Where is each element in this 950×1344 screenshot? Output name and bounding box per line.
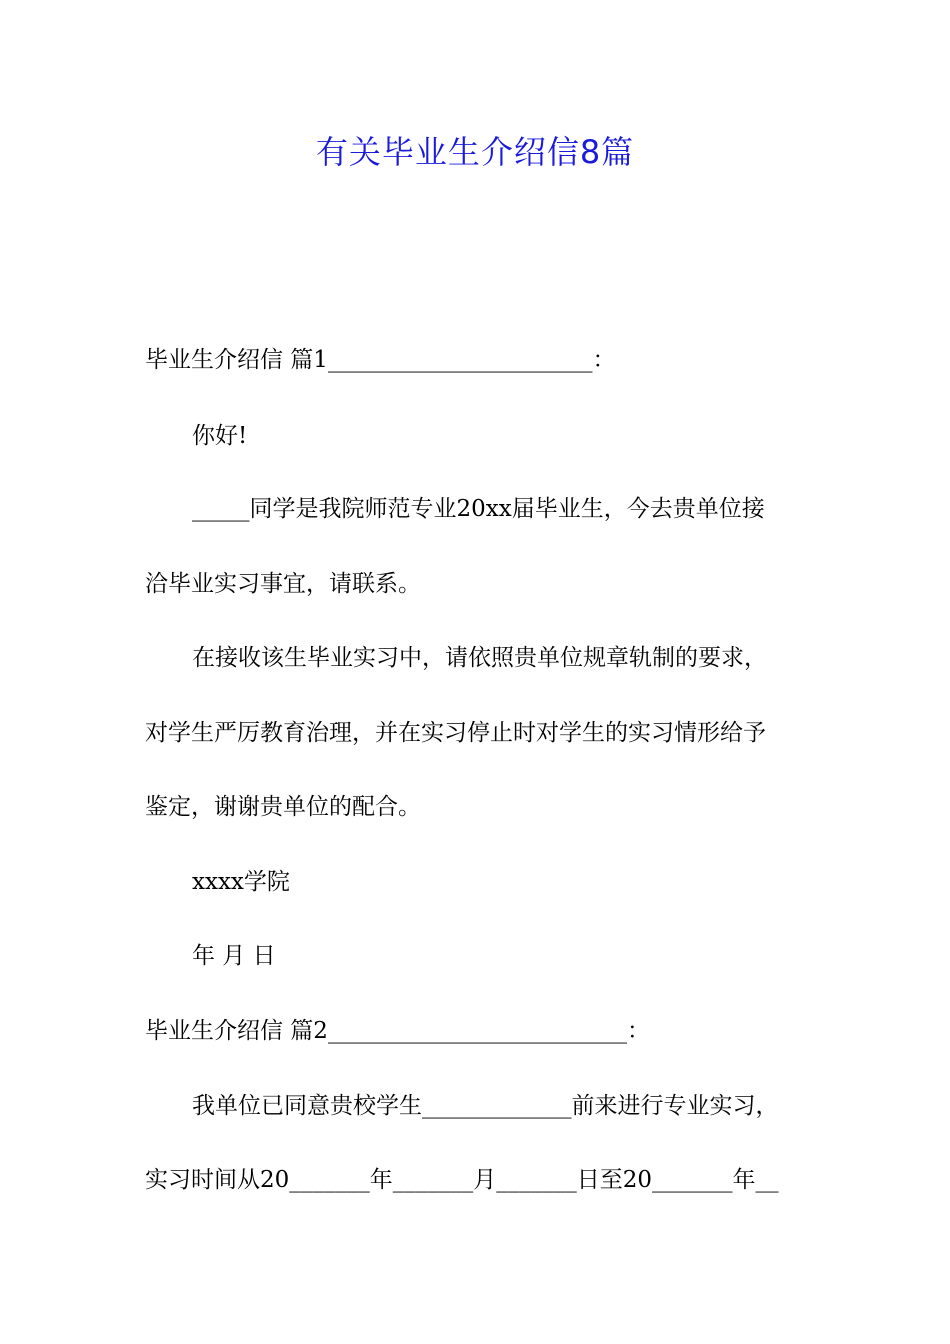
letter1-body-line: 鉴定，谢谢贵单位的配合。 bbox=[145, 794, 421, 820]
letter2-heading: 毕业生介绍信 篇2__________________________： bbox=[145, 1018, 650, 1044]
letter1-signature: xxxx学院 bbox=[192, 869, 290, 895]
letter1-body-line: 洽毕业实习事宜，请联系。 bbox=[145, 571, 421, 597]
letter2-body-line: 我单位已同意贵校学生_____________前来进行专业实习， bbox=[192, 1093, 779, 1119]
letter1-date: 年 月 日 bbox=[192, 943, 276, 969]
letter1-body-line: 对学生严厉教育治理，并在实习停止时对学生的实习情形给予 bbox=[145, 720, 766, 746]
letter1-body-line: 在接收该生毕业实习中，请依照贵单位规章轨制的要求， bbox=[192, 645, 767, 671]
letter2-body-line: 实习时间从20_______年_______月_______日至20_______年__ bbox=[145, 1167, 779, 1193]
document-title: 有关毕业生介绍信8篇 bbox=[315, 133, 635, 171]
letter1-heading: 毕业生介绍信 篇1_______________________： bbox=[145, 347, 616, 373]
letter1-greeting: 你好! bbox=[192, 423, 248, 449]
letter1-body-line: _____同学是我院师范专业20xx届毕业生，今去贵单位接 bbox=[192, 496, 765, 522]
